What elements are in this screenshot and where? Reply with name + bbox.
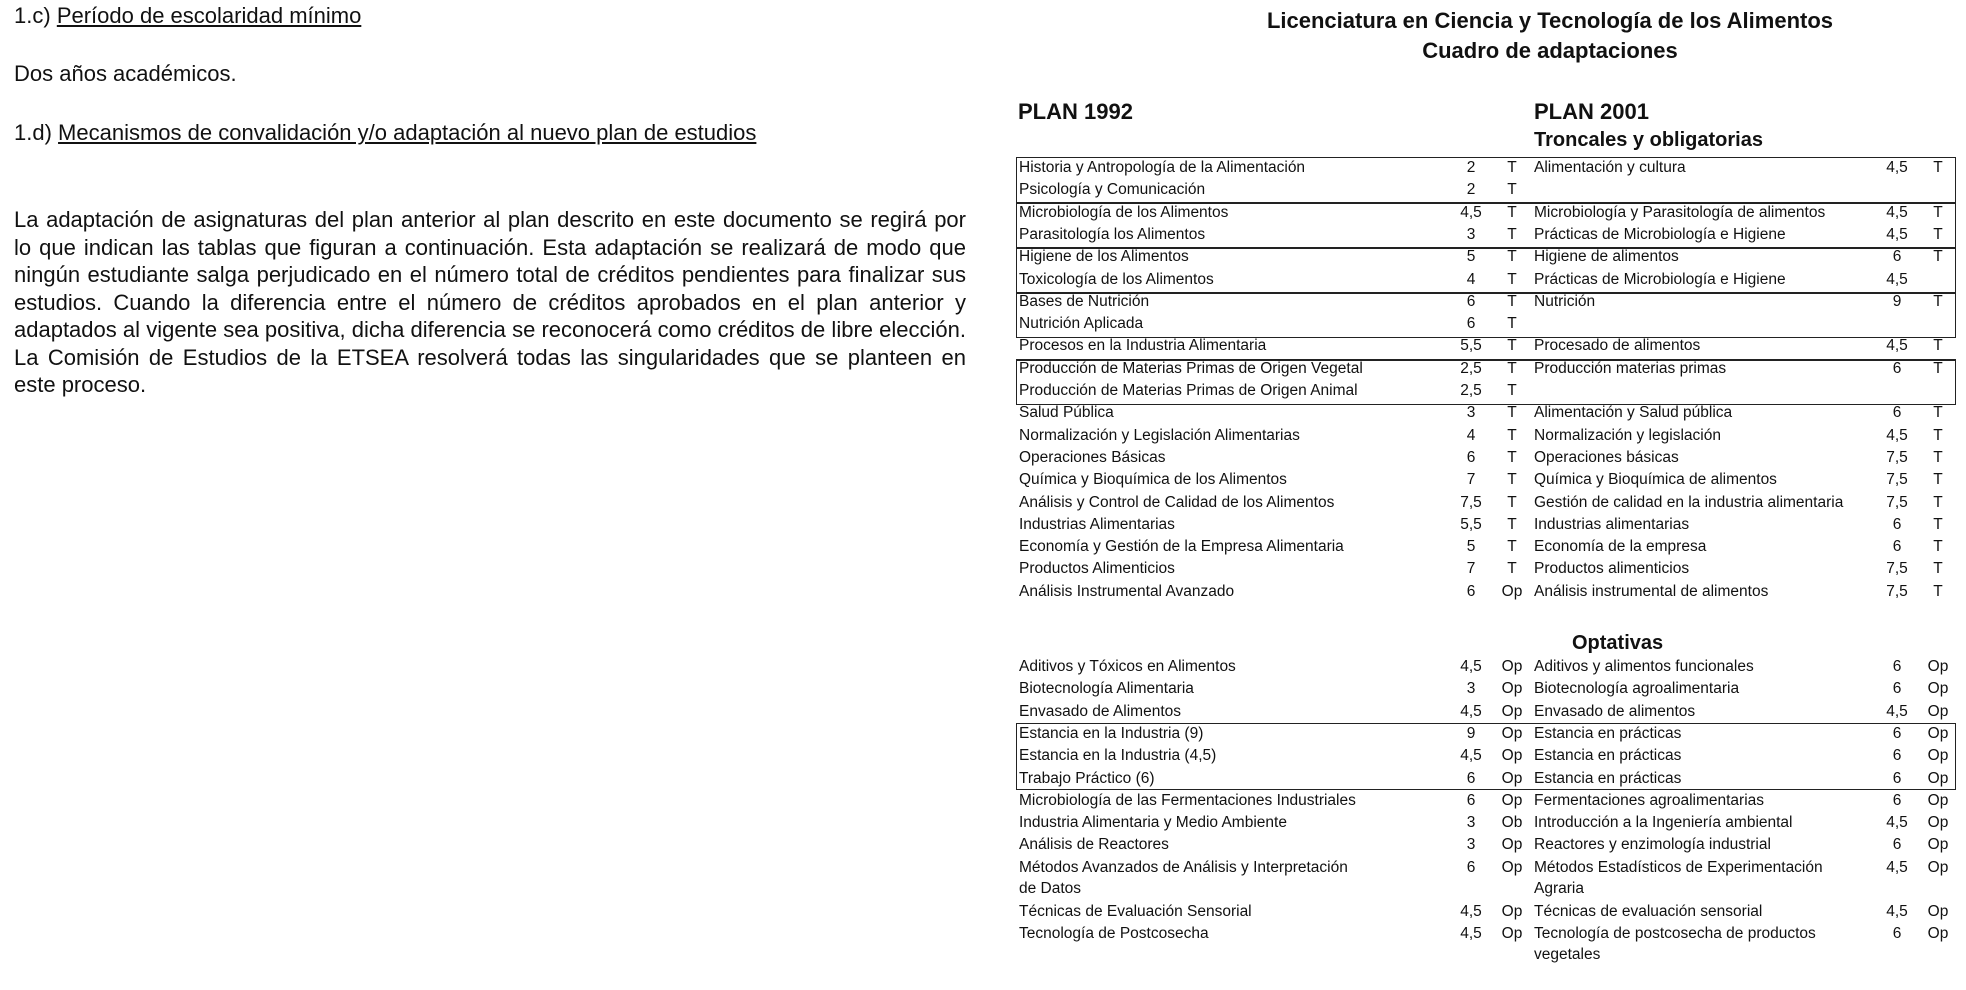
old-credits: 6 (1466, 315, 1476, 333)
new-credits: 6 (1892, 836, 1902, 854)
new-subject: Estancia en prácticas (1534, 724, 1682, 742)
new-type: T (1933, 225, 1943, 243)
new-credits: 4,5 (1886, 270, 1908, 288)
table-row (1016, 514, 1956, 536)
section-1c-title: Período de escolaridad mínimo (56, 3, 362, 28)
section-1d-heading (14, 119, 756, 147)
new-type: T (1933, 538, 1943, 556)
old-subject: Química y Bioquímica de los Alimentos (1019, 471, 1287, 489)
old-subject: Parasitología los Alimentos (1019, 225, 1206, 243)
old-type: Op (1501, 925, 1523, 942)
section-1d-number: 1.d) (14, 120, 52, 145)
new-type: Op (1927, 925, 1949, 942)
table-row (1016, 558, 1956, 580)
new-subject: Alimentación y cultura (1534, 159, 1686, 176)
old-subject: Psicología y Comunicación (1019, 181, 1206, 199)
new-type: Op (1927, 747, 1949, 765)
new-subject: Higiene de alimentos (1534, 248, 1679, 266)
old-type: T (1507, 560, 1517, 578)
optativas-heading: Optativas (1572, 632, 1664, 654)
table-row (1016, 447, 1956, 469)
old-subject: Higiene de los Alimentos (1019, 248, 1189, 266)
new-type: Op (1927, 836, 1949, 854)
new-credits: 4,5 (1886, 814, 1908, 832)
new-type: T (1933, 359, 1943, 377)
old-credits: 7,5 (1460, 493, 1482, 511)
new-subject: Prácticas de Microbiología e Higiene (1534, 225, 1786, 243)
new-credits: 4,5 (1886, 426, 1908, 444)
new-type: T (1933, 248, 1943, 266)
old-subject: Análisis y Control de Calidad de los Alimentos (1019, 493, 1335, 511)
new-type: T (1933, 582, 1943, 600)
old-type: Op (1501, 858, 1523, 876)
old-credits: 6 (1466, 292, 1476, 310)
new-subject: Alimentación y Salud pública (1534, 404, 1733, 422)
old-type: T (1507, 538, 1517, 556)
new-credits: 4,5 (1886, 702, 1908, 720)
new-credits: 7,5 (1886, 560, 1908, 578)
new-type: T (1933, 493, 1943, 511)
old-credits: 2 (1466, 181, 1476, 199)
new-subject: Aditivos y alimentos funcionales (1534, 658, 1754, 675)
old-type: T (1507, 270, 1517, 288)
table-title: Licenciatura en Ciencia y Tecnología de los Alimentos (1266, 8, 1834, 33)
old-subject: Envasado de Alimentos (1019, 702, 1181, 720)
group-box (1016, 203, 1956, 248)
new-credits: 4,5 (1886, 902, 1908, 920)
new-credits: 6 (1892, 769, 1902, 787)
old-credits: 2 (1466, 159, 1476, 176)
old-credits: 4,5 (1460, 925, 1482, 942)
new-credits: 4,5 (1886, 337, 1908, 355)
new-type: T (1933, 471, 1943, 489)
old-subject: Estancia en la Industria (9) (1019, 724, 1204, 742)
old-type: T (1507, 248, 1517, 266)
new-subject: Microbiología y Parasitología de alimentos (1534, 203, 1826, 221)
new-subject: Fermentaciones agroalimentarias (1534, 791, 1765, 809)
new-subject: Economía de la empresa (1534, 538, 1707, 556)
old-credits: 3 (1466, 404, 1476, 422)
new-subject: Estancia en prácticas (1534, 747, 1682, 765)
new-subject: Estancia en prácticas (1534, 769, 1682, 787)
new-type: T (1933, 515, 1943, 533)
new-subject: Química y Bioquímica de alimentos (1534, 471, 1777, 489)
old-type: Op (1501, 582, 1523, 600)
new-subject: Operaciones básicas (1534, 448, 1679, 466)
new-type: T (1933, 560, 1943, 578)
new-subject: Productos alimenticios (1534, 560, 1690, 578)
old-credits: 5,5 (1460, 515, 1482, 533)
new-credits: 6 (1892, 538, 1902, 556)
table-subtitle: Cuadro de adaptaciones (1422, 38, 1678, 63)
new-credits: 7,5 (1886, 471, 1908, 489)
new-subject: Normalización y legislación (1534, 426, 1721, 444)
new-type: Op (1927, 902, 1949, 920)
new-subject: Análisis instrumental de alimentos (1534, 582, 1769, 600)
new-type: Op (1927, 724, 1949, 742)
new-type: T (1933, 292, 1943, 310)
new-subject: Envasado de alimentos (1534, 702, 1696, 720)
new-subject: Reactores y enzimología industrial (1534, 836, 1771, 854)
new-credits: 6 (1892, 359, 1902, 377)
new-type: Op (1927, 702, 1949, 720)
table-row (1016, 901, 1956, 923)
new-type: T (1933, 404, 1943, 422)
old-subject: Métodos Avanzados de Análisis y Interpretación de Datos (1019, 858, 1348, 897)
old-type: T (1507, 359, 1517, 377)
new-subject: Nutrición (1534, 292, 1596, 310)
section-1c-heading (14, 2, 361, 30)
old-type: T (1507, 315, 1517, 333)
new-subject: Técnicas de evaluación sensorial (1534, 902, 1763, 920)
table-row (1016, 678, 1956, 700)
new-credits: 7,5 (1886, 582, 1908, 600)
new-credits: 4,5 (1886, 203, 1908, 221)
old-credits: 6 (1466, 791, 1476, 809)
old-type: T (1507, 493, 1517, 511)
old-subject: Tecnología de Postcosecha (1019, 925, 1209, 942)
adaptation-paragraph: La adaptación de asignaturas del plan anterior al plan descrito en este documento se regirá por lo que indican las tablas que figuran a continuación. Esta adaptación se realizará de modo que ningún estudiante salga perjudicado en el número total de créditos pendientes para finalizar sus estudios. Cuando la diferencia entre el número de créditos aprobados en el plan anterior y adaptados al vigente sea positiva, dicha diferencia se reconocerá como créditos de libre elección. La Comisión de Estudios de la ETSEA resolverá todas las singularidades que se planteen en este proceso. (14, 207, 966, 397)
old-subject: Historia y Antropología de la Alimentación (1019, 159, 1306, 176)
group-box (1016, 293, 1956, 338)
table-row (1016, 701, 1956, 723)
old-subject: Nutrición Aplicada (1019, 315, 1144, 333)
old-subject: Bases de Nutrición (1019, 292, 1150, 310)
new-type: T (1933, 337, 1943, 355)
old-subject: Técnicas de Evaluación Sensorial (1019, 902, 1252, 920)
group-box (1016, 248, 1956, 293)
duration-text: Dos años académicos. (14, 61, 237, 86)
new-type: Op (1927, 658, 1949, 675)
old-subject: Procesos en la Industria Alimentaria (1019, 337, 1267, 355)
table-row (1016, 469, 1956, 491)
new-credits: 4,5 (1886, 858, 1908, 876)
old-credits: 4,5 (1460, 702, 1482, 720)
old-type: T (1507, 225, 1517, 243)
table-row (1016, 581, 1956, 603)
table-row (1016, 656, 1956, 678)
old-credits: 3 (1466, 680, 1476, 698)
new-credits: 6 (1892, 680, 1902, 698)
old-credits: 6 (1466, 582, 1476, 600)
old-credits: 7 (1466, 560, 1476, 578)
new-subject: Métodos Estadísticos de Experimentación Agraria (1534, 858, 1823, 897)
new-type: T (1933, 203, 1943, 221)
old-credits: 3 (1466, 225, 1476, 243)
new-type: Op (1927, 791, 1949, 809)
table-row (1016, 834, 1956, 856)
new-credits: 6 (1892, 724, 1902, 742)
new-type: Op (1927, 680, 1949, 698)
new-credits: 6 (1892, 515, 1902, 533)
old-type: T (1507, 159, 1517, 176)
old-type: T (1507, 382, 1517, 399)
table-row (1016, 402, 1956, 424)
old-credits: 3 (1466, 836, 1476, 854)
new-subject: Industrias alimentarias (1534, 515, 1690, 533)
old-type: T (1507, 181, 1517, 199)
old-type: T (1507, 404, 1517, 422)
old-credits: 9 (1466, 724, 1476, 742)
troncales-heading: Troncales y obligatorias (1534, 129, 1763, 151)
old-credits: 4 (1466, 426, 1476, 444)
old-subject: Trabajo Práctico (6) (1019, 769, 1155, 787)
old-subject: Industrias Alimentarias (1019, 515, 1175, 533)
old-credits: 4,5 (1460, 658, 1482, 675)
table-row (1016, 857, 1956, 901)
new-credits: 6 (1892, 658, 1902, 675)
old-type: T (1507, 448, 1517, 466)
old-credits: 5,5 (1460, 337, 1482, 355)
table-row (1016, 923, 1956, 967)
old-credits: 4,5 (1460, 902, 1482, 920)
group-box (1016, 360, 1956, 405)
old-subject: Microbiología de las Fermentaciones Industriales (1019, 791, 1356, 809)
old-credits: 7 (1466, 471, 1476, 489)
old-type: Op (1501, 791, 1523, 809)
old-subject: Salud Pública (1019, 404, 1114, 422)
old-credits: 4 (1466, 270, 1476, 288)
old-subject: Microbiología de los Alimentos (1019, 203, 1229, 221)
new-credits: 7,5 (1886, 448, 1908, 466)
new-type: Op (1927, 814, 1949, 832)
table-row (1016, 425, 1956, 447)
table-row (1016, 335, 1956, 357)
old-type: Op (1501, 747, 1523, 765)
old-type: T (1507, 426, 1517, 444)
old-credits: 4,5 (1460, 747, 1482, 765)
new-credits: 4,5 (1886, 225, 1908, 243)
old-credits: 6 (1466, 858, 1476, 876)
new-type: Op (1927, 769, 1949, 787)
old-subject: Biotecnología Alimentaria (1019, 680, 1194, 698)
old-credits: 3 (1466, 814, 1476, 832)
new-type: Op (1927, 858, 1949, 876)
old-type: T (1507, 471, 1517, 489)
old-credits: 5 (1466, 538, 1476, 556)
new-credits: 7,5 (1886, 493, 1908, 511)
old-subject: Productos Alimenticios (1019, 560, 1175, 578)
new-type: T (1933, 448, 1943, 466)
old-subject: Producción de Materias Primas de Origen Vegetal (1019, 359, 1363, 377)
old-subject: Análisis Instrumental Avanzado (1019, 582, 1235, 600)
section-1d-title: Mecanismos de convalidación y/o adaptación al nuevo plan de estudios (58, 120, 757, 145)
table-row (1016, 790, 1956, 812)
old-credits: 2,5 (1460, 359, 1482, 377)
new-credits: 6 (1892, 747, 1902, 765)
new-credits: 6 (1892, 404, 1902, 422)
new-type: T (1933, 426, 1943, 444)
table-row (1016, 536, 1956, 558)
old-type: Op (1501, 658, 1523, 675)
old-type: T (1507, 337, 1517, 355)
plan-old-heading: PLAN 1992 (1018, 99, 1133, 124)
new-type: T (1933, 159, 1943, 176)
old-subject: Producción de Materias Primas de Origen Animal (1019, 382, 1358, 399)
new-credits: 6 (1892, 248, 1902, 266)
old-subject: Análisis de Reactores (1019, 836, 1169, 854)
new-credits: 4,5 (1886, 159, 1908, 176)
group-box (1016, 157, 1956, 203)
group-box (1016, 723, 1956, 790)
old-type: T (1507, 515, 1517, 533)
table-row (1016, 492, 1956, 514)
old-subject: Toxicología de los Alimentos (1019, 270, 1214, 288)
old-subject: Operaciones Básicas (1019, 448, 1166, 466)
old-type: Op (1501, 902, 1523, 920)
old-type: Op (1501, 680, 1523, 698)
old-subject: Normalización y Legislación Alimentarias (1019, 426, 1300, 444)
old-type: Ob (1501, 814, 1523, 832)
new-subject: Tecnología de postcosecha de productos vegetales (1534, 925, 1816, 963)
old-credits: 2,5 (1460, 382, 1482, 399)
section-1c-number: 1.c) (14, 3, 51, 28)
old-type: Op (1501, 724, 1523, 742)
old-type: T (1507, 292, 1517, 310)
old-credits: 5 (1466, 248, 1476, 266)
old-type: Op (1501, 836, 1523, 854)
old-type: Op (1501, 702, 1523, 720)
old-subject: Estancia en la Industria (4,5) (1019, 747, 1217, 765)
new-subject: Gestión de calidad en la industria alimentaria (1534, 493, 1844, 511)
new-credits: 9 (1892, 292, 1902, 310)
old-credits: 6 (1466, 448, 1476, 466)
new-subject: Procesado de alimentos (1534, 337, 1701, 355)
plan-new-heading: PLAN 2001 (1534, 99, 1649, 124)
new-credits: 6 (1892, 791, 1902, 809)
old-subject: Aditivos y Tóxicos en Alimentos (1019, 658, 1236, 675)
new-subject: Biotecnología agroalimentaria (1534, 680, 1740, 698)
old-type: Op (1501, 769, 1523, 787)
new-credits: 6 (1892, 925, 1902, 942)
table-row (1016, 812, 1956, 834)
old-type: T (1507, 203, 1517, 221)
old-subject: Economía y Gestión de la Empresa Alimentaria (1019, 538, 1344, 556)
old-subject: Industria Alimentaria y Medio Ambiente (1019, 814, 1287, 832)
old-credits: 6 (1466, 769, 1476, 787)
old-credits: 4,5 (1460, 203, 1482, 221)
new-subject: Introducción a la Ingeniería ambiental (1534, 814, 1793, 832)
new-subject: Producción materias primas (1534, 359, 1727, 377)
new-subject: Prácticas de Microbiología e Higiene (1534, 270, 1786, 288)
